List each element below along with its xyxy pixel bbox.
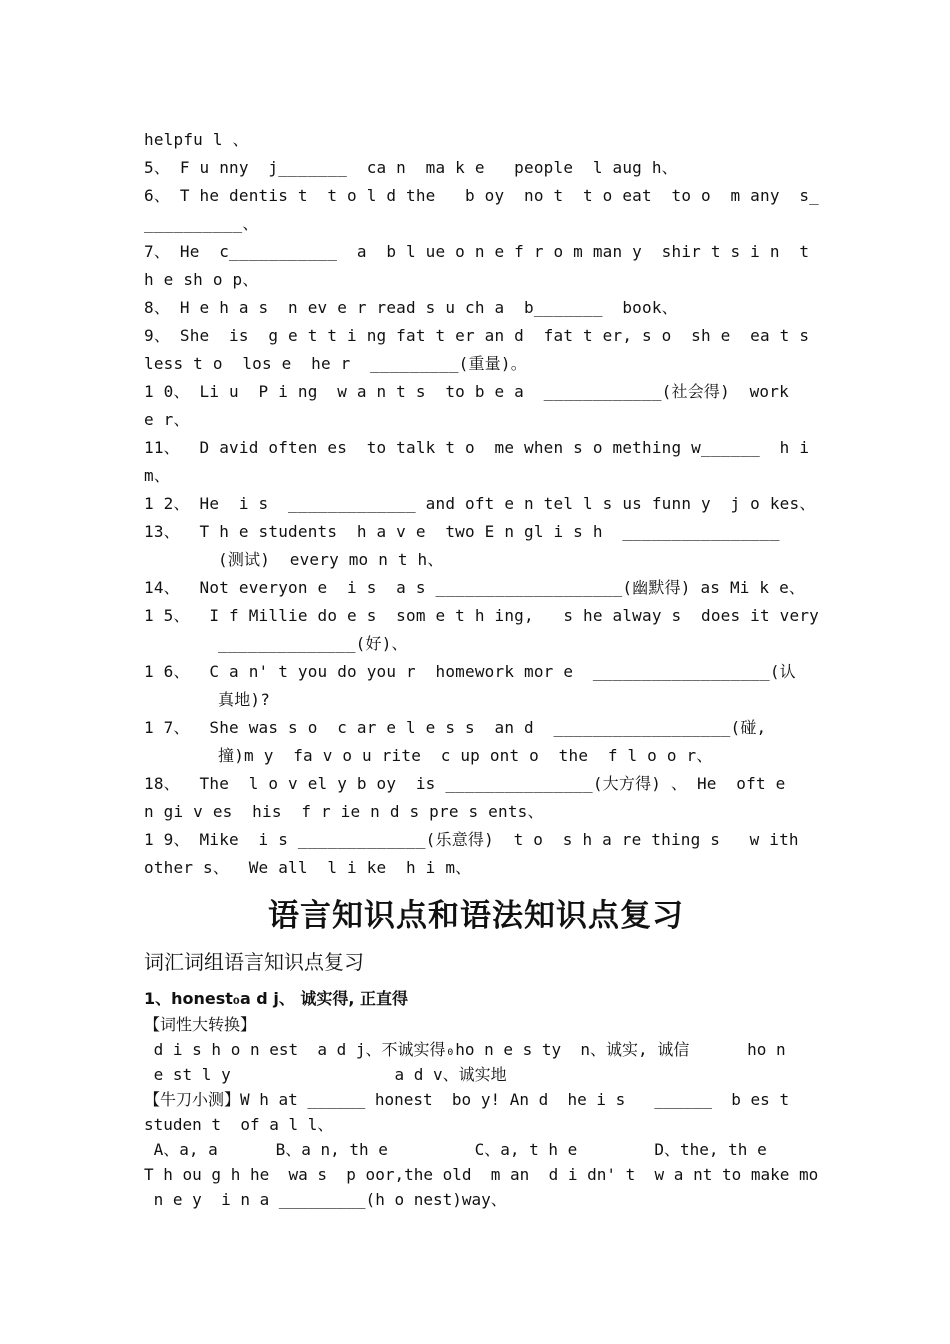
vocab-line: studen t of a l l、 [144,1115,334,1134]
exercise-line: 1 5、 I f Millie do e s som e t h ing, s he alway s does it very [144,606,819,625]
exercise-line: ______________(好)、 [218,634,408,653]
exercise-line: 1 9、 Mike i s _____________(乐意得) t o s h a re thing s w ith [144,830,799,849]
exercise-line: helpfu l 、 [144,130,249,149]
vocab-block [144,986,819,1212]
document-page [144,126,819,1212]
exercise-line: 1 0、 Li u P i ng w a n t s to b e a ____________(社会得) work [144,382,789,401]
exercise-line: 5、 F u nny j_______ ca n ma k e people l aug h、 [144,158,678,177]
vocab-line: n e y i n a _________(h o nest)way、 [144,1190,507,1209]
exercise-line: 9、 She is g e t t i ng fat t er an d fat t er, s o sh e ea t s [144,326,810,345]
vocab-bracket-label: 【词性大转换】 [144,1015,257,1034]
vocab-heading: 1、honest₀a d j、 诚实得, 正直得 [144,989,409,1008]
vocab-quiz-line: 【牛刀小测】W h at ______ honest bo y! An d he i s ______ b es t [144,1090,790,1109]
exercise-line: 真地)? [218,690,271,709]
exercise-line: 1 7、 She was s o c ar e l e s s an d __________________(碰, [144,718,767,737]
exercise-line: (测试) every mo n t h、 [218,550,444,569]
exercise-line: 11、 D avid often es to talk t o me when s o mething w______ h i [144,438,810,457]
exercise-line: m、 [144,466,171,485]
vocab-line: T h ou g h he wa s p oor,the old m an d i dn' t w a nt to make mo [144,1165,819,1184]
exercise-line: 1 6、 C a n' t you do you r homework mor e __________________(认 [144,662,796,681]
vocab-line: d i s h o n est a d j、不诚实得₀ho n e s ty n、诚实, 诚信 ho n [144,1040,786,1059]
exercise-line: less t o los e he r _________(重量)。 [144,354,527,373]
exercise-line: h e sh o p、 [144,270,259,289]
exercise-line: n gi v es his f r ie n d s pre s ents、 [144,802,544,821]
vocab-line: e st l y a d v、诚实地 [144,1065,507,1084]
vocab-options: A、a, a B、a n, th e C、a, t h e D、the, th e [144,1140,767,1159]
exercise-line: 14、 Not everyon e i s a s ___________________(幽默得) as Mi k e、 [144,578,806,597]
exercise-line: 8、 H e h a s n ev e r read s u ch a b_______ book、 [144,298,678,317]
section-subtitle: 词汇词组语言知识点复习 [144,950,364,974]
exercise-line: e r、 [144,410,190,429]
exercise-line: other s、 We all l i ke h i m、 [144,858,472,877]
exercise-line: 6、 T he dentis t t o l d the b oy no t t o eat to o m any s_ [144,186,819,205]
section-title: 语言知识点和语法知识点复习 [268,898,684,934]
exercise-list [144,126,819,882]
exercise-line: 13、 T h e students h a v e two E n gl i s h ________________ [144,522,780,541]
exercise-line: 18、 The l o v el y b oy is _______________(大方得) 、 He oft e [144,774,786,793]
exercise-line: 7、 He c___________ a b l ue o n e f r o m man y shir t s i n t [144,242,810,261]
exercise-line: 撞)m y fa v o u rite c up ont o the f l o o r、 [218,746,713,765]
exercise-line: 1 2、 He i s _____________ and oft e n tel l s us funn y j o kes、 [144,494,816,513]
exercise-line: __________、 [144,214,259,233]
